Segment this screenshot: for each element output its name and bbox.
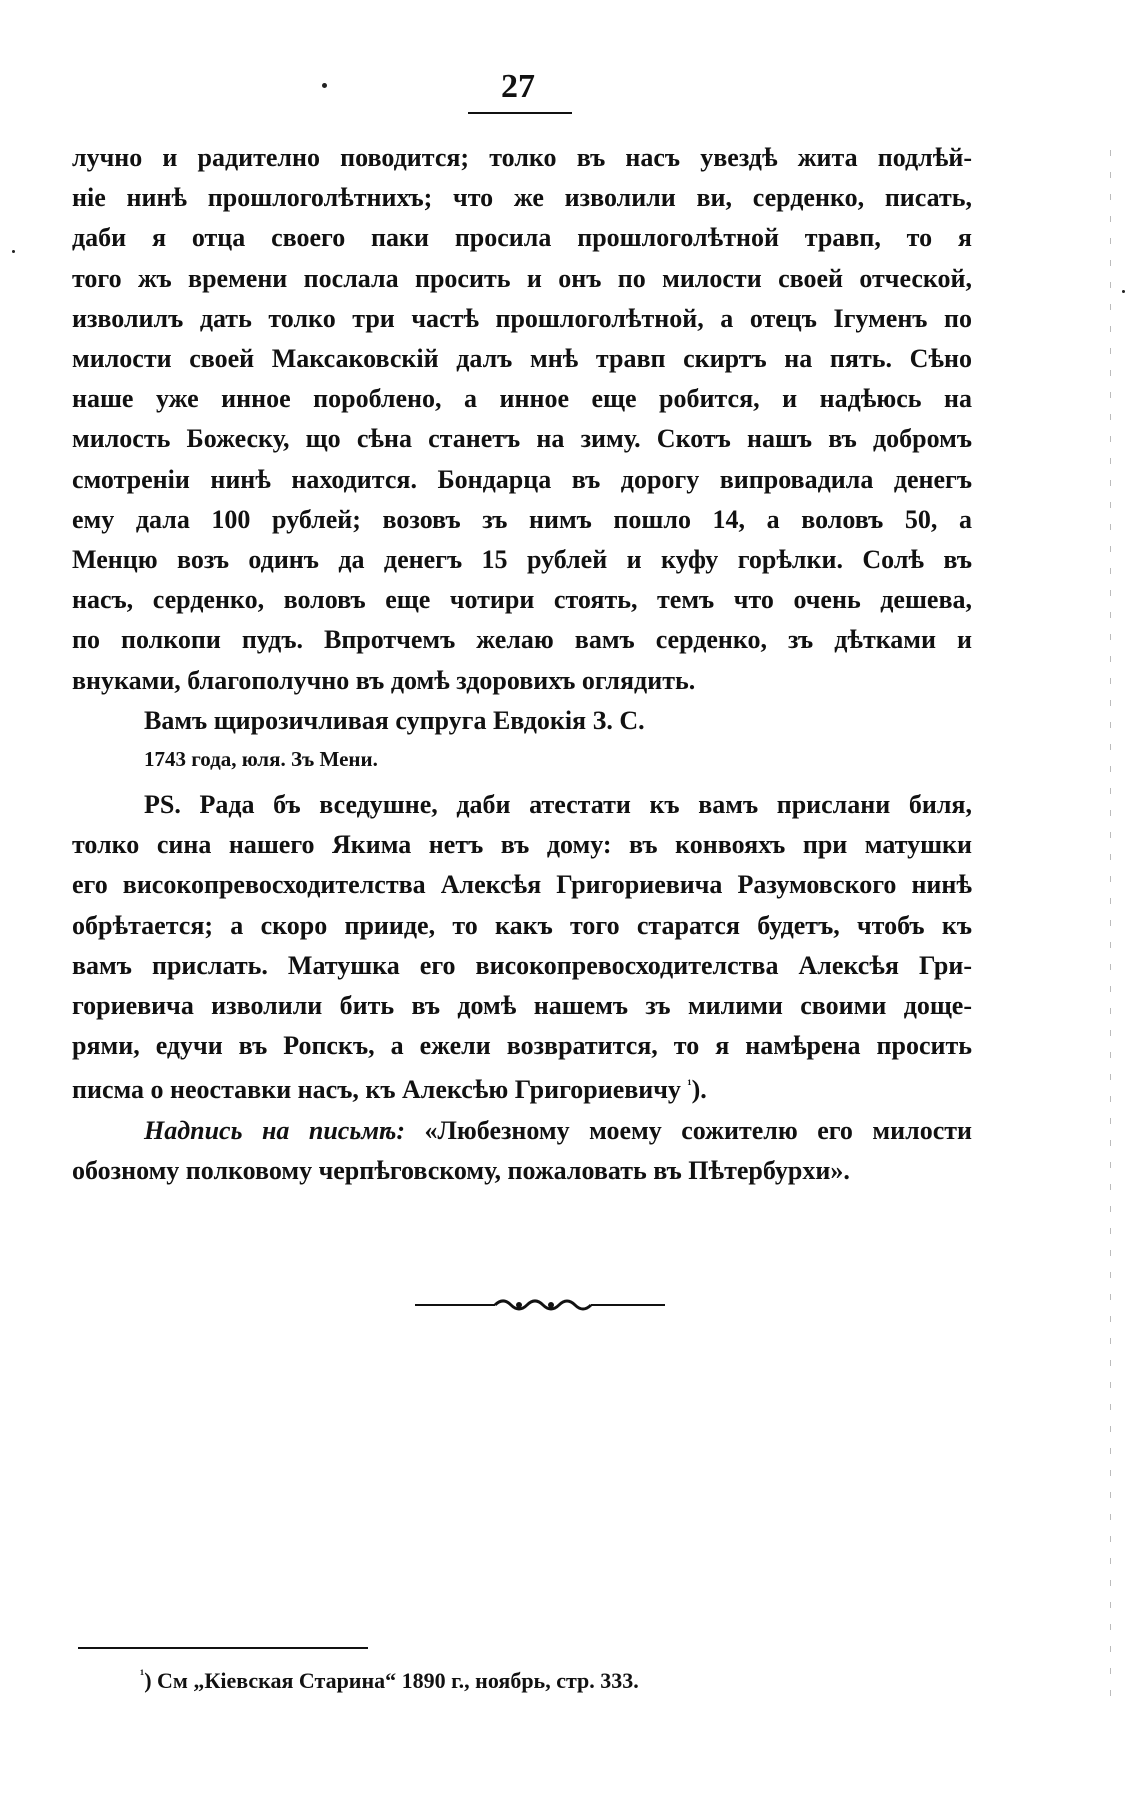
ps-line-text: писма о неоставки насъ, къ Алексѣю Григориевичу (72, 1075, 681, 1105)
text-line: наше уже инное пороблено, а инное еще робится, и надѣюсь на (72, 384, 972, 414)
scan-dot (1122, 290, 1125, 293)
text-line: изволилъ дать толко три частѣ прошлоголѣтной, а отецъ Ігуменъ по (72, 303, 972, 333)
ps-line: вамъ прислать. Матушка его високопревосходителства Алексѣя Гри- (72, 950, 972, 980)
address-line: обозному полковому черпѣговскому, пожаловать въ Пѣтербурхи». (72, 1155, 850, 1185)
ps-last-line (72, 1066, 972, 1110)
ps-line: гориевича изволили бить въ домѣ нашемъ зъ милими своими доще- (72, 991, 972, 1021)
ps-line: PS. Рада бъ вседушне, даби атестати къ вамъ прислани биля, (144, 790, 972, 820)
text-line: даби я отца своего паки просила прошлоголѣтной травп, то я (72, 223, 972, 253)
footnote (140, 1668, 639, 1694)
ps-line: толко сина нашего Якима нетъ въ дому: въ конвояхъ при матушки (72, 830, 972, 860)
text-line: лучно и радително поводится; толко въ насъ увездѣ жита подлѣй- (72, 143, 972, 172)
text-line: ему дала 100 рублей; возовъ зъ нимъ пошло 14, а воловъ 50, а (72, 504, 972, 534)
text-line: того жъ времени послала просить и онъ по милости своей отческой, (72, 263, 972, 293)
scan-dot (12, 250, 15, 253)
footnote-rule (78, 1647, 368, 1649)
letter-text (72, 138, 972, 1191)
footnote-text: ) См „Кіевская Старина“ 1890 г., ноябрь, стр. 333. (144, 1668, 639, 1693)
ps-end: ). (691, 1075, 707, 1105)
address-label: Надпись на письмѣ: (144, 1115, 406, 1145)
text-line: насъ, серденко, воловъ еще чотири стоять, темъ что очень дешева, (72, 585, 972, 615)
date-line: 1743 года, юля. Зъ Мени. (144, 747, 378, 772)
ps-line: его високопревосходителства Алексѣя Григориевича Разумовского нинѣ (72, 870, 972, 900)
ornament-divider (415, 1295, 665, 1315)
text-line: милость Божеску, що сѣна станетъ на зиму. Скотъ нашъ въ добромъ (72, 424, 972, 454)
page-number: 27 (501, 68, 535, 105)
address-text: «Любезному моему сожителю его милости (424, 1115, 972, 1145)
scan-margin-artifact (1110, 150, 1111, 1710)
text-line: Менцю возъ одинъ да денегъ 15 рублей и куфу горѣлки. Солѣ въ (72, 545, 972, 575)
ps-line: обрѣтается; а скоро прииде, то какъ того старатся будетъ, чтобъ къ (72, 910, 972, 940)
text-line: ніе нинѣ прошлоголѣтнихъ; что же изволили ви, серденко, писать, (72, 183, 972, 213)
signature: Вамъ щирозичливая супруга Евдокія З. С. (144, 705, 645, 735)
text-line: смотреніи нинѣ находится. Бондарца въ дорогу випровадила денегъ (72, 464, 972, 494)
footnote-reference: ¹ (687, 1078, 692, 1094)
text-line: внуками, благополучно въ домѣ здоровихъ оглядить. (72, 665, 696, 695)
ps-line: рями, едучи въ Ропскъ, а ежели возвратится, то я намѣрена просить (72, 1031, 972, 1061)
text-line: по полкопи пудъ. Впротчемъ желаю вамъ серденко, зъ дѣтками и (72, 625, 972, 655)
page-number-rule (468, 112, 572, 114)
footnote-mark: ¹ (140, 1668, 145, 1683)
scan-dot (322, 83, 327, 88)
address-line (72, 1111, 972, 1151)
text-line: милости своей Максаковскій далъ мнѣ травп скиртъ на пять. Сѣно (72, 344, 972, 374)
